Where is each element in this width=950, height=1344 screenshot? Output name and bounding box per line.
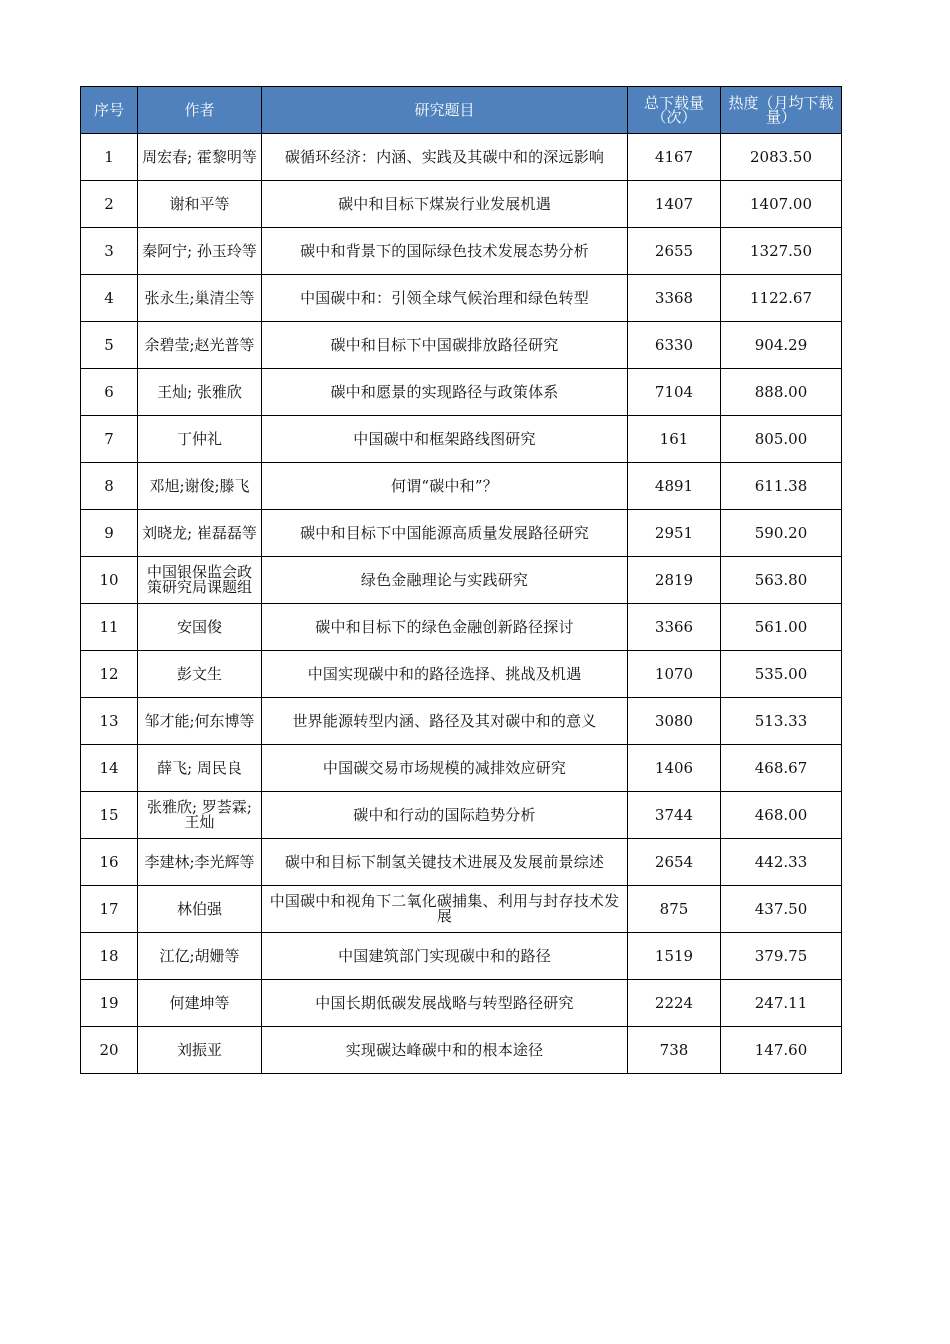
cell-index: 11 [81,604,138,651]
cell-index: 8 [81,463,138,510]
cell-index: 3 [81,228,138,275]
cell-heat: 379.75 [721,933,842,980]
cell-author: 中国银保监会政策研究局课题组 [138,557,262,604]
cell-index: 18 [81,933,138,980]
cell-heat: 513.33 [721,698,842,745]
cell-downloads: 6330 [628,322,721,369]
cell-index: 16 [81,839,138,886]
cell-heat: 561.00 [721,604,842,651]
header-row [81,87,842,134]
cell-author: 谢和平等 [138,181,262,228]
cell-heat: 1407.00 [721,181,842,228]
cell-title: 碳中和背景下的国际绿色技术发展态势分析 [262,228,628,275]
cell-title: 碳中和目标下中国碳排放路径研究 [262,322,628,369]
cell-heat: 590.20 [721,510,842,557]
cell-downloads: 1406 [628,745,721,792]
cell-title: 中国碳中和：引领全球气候治理和绿色转型 [262,275,628,322]
table-row [81,886,842,933]
cell-downloads: 738 [628,1027,721,1074]
cell-heat: 888.00 [721,369,842,416]
cell-title: 中国长期低碳发展战略与转型路径研究 [262,980,628,1027]
cell-downloads: 3744 [628,792,721,839]
cell-heat: 247.11 [721,980,842,1027]
table-row [81,698,842,745]
cell-author: 刘振亚 [138,1027,262,1074]
table-row [81,416,842,463]
cell-title: 世界能源转型内涵、路径及其对碳中和的意义 [262,698,628,745]
cell-author: 江亿;胡姗等 [138,933,262,980]
cell-title: 碳中和目标下制氢关键技术进展及发展前景综述 [262,839,628,886]
cell-index: 1 [81,134,138,181]
cell-author: 安国俊 [138,604,262,651]
cell-downloads: 2224 [628,980,721,1027]
cell-author: 李建林;李光辉等 [138,839,262,886]
cell-index: 4 [81,275,138,322]
cell-author: 秦阿宁; 孙玉玲等 [138,228,262,275]
cell-heat: 1122.67 [721,275,842,322]
cell-author: 彭文生 [138,651,262,698]
table-row [81,839,842,886]
cell-heat: 611.38 [721,463,842,510]
table-row [81,510,842,557]
cell-downloads: 3080 [628,698,721,745]
cell-index: 20 [81,1027,138,1074]
cell-title: 中国建筑部门实现碳中和的路径 [262,933,628,980]
cell-downloads: 1407 [628,181,721,228]
header-downloads [628,87,721,134]
cell-downloads: 2655 [628,228,721,275]
cell-downloads: 875 [628,886,721,933]
cell-author: 周宏春; 霍黎明等 [138,134,262,181]
cell-title: 碳循环经济：内涵、实践及其碳中和的深远影响 [262,134,628,181]
cell-index: 19 [81,980,138,1027]
cell-author: 何建坤等 [138,980,262,1027]
cell-heat: 468.00 [721,792,842,839]
cell-title: 碳中和行动的国际趋势分析 [262,792,628,839]
table-row [81,557,842,604]
table-row [81,651,842,698]
table-body [81,134,842,1074]
cell-index: 10 [81,557,138,604]
cell-index: 5 [81,322,138,369]
header-heat-label: 热度（月均下载量） [728,94,834,126]
header-heat [721,87,842,134]
cell-downloads: 4891 [628,463,721,510]
cell-index: 13 [81,698,138,745]
cell-heat: 2083.50 [721,134,842,181]
cell-title: 碳中和目标下中国能源高质量发展路径研究 [262,510,628,557]
cell-title: 何谓“碳中和”？ [262,463,628,510]
cell-downloads: 2819 [628,557,721,604]
cell-author: 张永生;巢清尘等 [138,275,262,322]
cell-title: 实现碳达峰碳中和的根本途径 [262,1027,628,1074]
cell-index: 6 [81,369,138,416]
cell-downloads: 2654 [628,839,721,886]
cell-downloads: 1070 [628,651,721,698]
cell-author: 邓旭;谢俊;滕飞 [138,463,262,510]
table-row [81,933,842,980]
cell-author: 余碧莹;赵光普等 [138,322,262,369]
table-row [81,463,842,510]
cell-author: 王灿; 张雅欣 [138,369,262,416]
cell-title: 碳中和目标下煤炭行业发展机遇 [262,181,628,228]
cell-heat: 563.80 [721,557,842,604]
cell-downloads: 2951 [628,510,721,557]
header-index: 序号 [81,87,138,134]
table-row [81,745,842,792]
cell-heat: 442.33 [721,839,842,886]
cell-title: 绿色金融理论与实践研究 [262,557,628,604]
header-downloads-label: 总下载量（次） [643,94,704,126]
table-row [81,980,842,1027]
header-author: 作者 [138,87,262,134]
cell-title: 中国碳中和视角下二氧化碳捕集、利用与封存技术发展 [262,886,628,933]
cell-title: 中国碳中和框架路线图研究 [262,416,628,463]
cell-author: 丁仲礼 [138,416,262,463]
cell-title: 中国碳交易市场规模的减排效应研究 [262,745,628,792]
cell-title: 中国实现碳中和的路径选择、挑战及机遇 [262,651,628,698]
cell-downloads: 7104 [628,369,721,416]
cell-index: 7 [81,416,138,463]
cell-heat: 904.29 [721,322,842,369]
cell-heat: 437.50 [721,886,842,933]
table-row [81,134,842,181]
cell-downloads: 4167 [628,134,721,181]
ranking-table [80,86,842,1074]
table-row [81,792,842,839]
cell-downloads: 3368 [628,275,721,322]
cell-index: 14 [81,745,138,792]
header-title: 研究题目 [262,87,628,134]
cell-author: 张雅欣; 罗荟霖; 王灿 [138,792,262,839]
cell-author: 刘晓龙; 崔磊磊等 [138,510,262,557]
cell-index: 2 [81,181,138,228]
cell-heat: 1327.50 [721,228,842,275]
table-row [81,228,842,275]
cell-index: 15 [81,792,138,839]
table-row [81,275,842,322]
cell-index: 17 [81,886,138,933]
cell-author: 邹才能;何东博等 [138,698,262,745]
table-row [81,181,842,228]
cell-heat: 147.60 [721,1027,842,1074]
cell-downloads: 161 [628,416,721,463]
cell-downloads: 1519 [628,933,721,980]
cell-author: 林伯强 [138,886,262,933]
cell-index: 9 [81,510,138,557]
cell-heat: 468.67 [721,745,842,792]
cell-downloads: 3366 [628,604,721,651]
table-row [81,604,842,651]
cell-title: 碳中和目标下的绿色金融创新路径探讨 [262,604,628,651]
cell-index: 12 [81,651,138,698]
table-row [81,1027,842,1074]
cell-author: 薛飞; 周民良 [138,745,262,792]
table-row [81,369,842,416]
cell-heat: 535.00 [721,651,842,698]
table-row [81,322,842,369]
cell-heat: 805.00 [721,416,842,463]
cell-title: 碳中和愿景的实现路径与政策体系 [262,369,628,416]
